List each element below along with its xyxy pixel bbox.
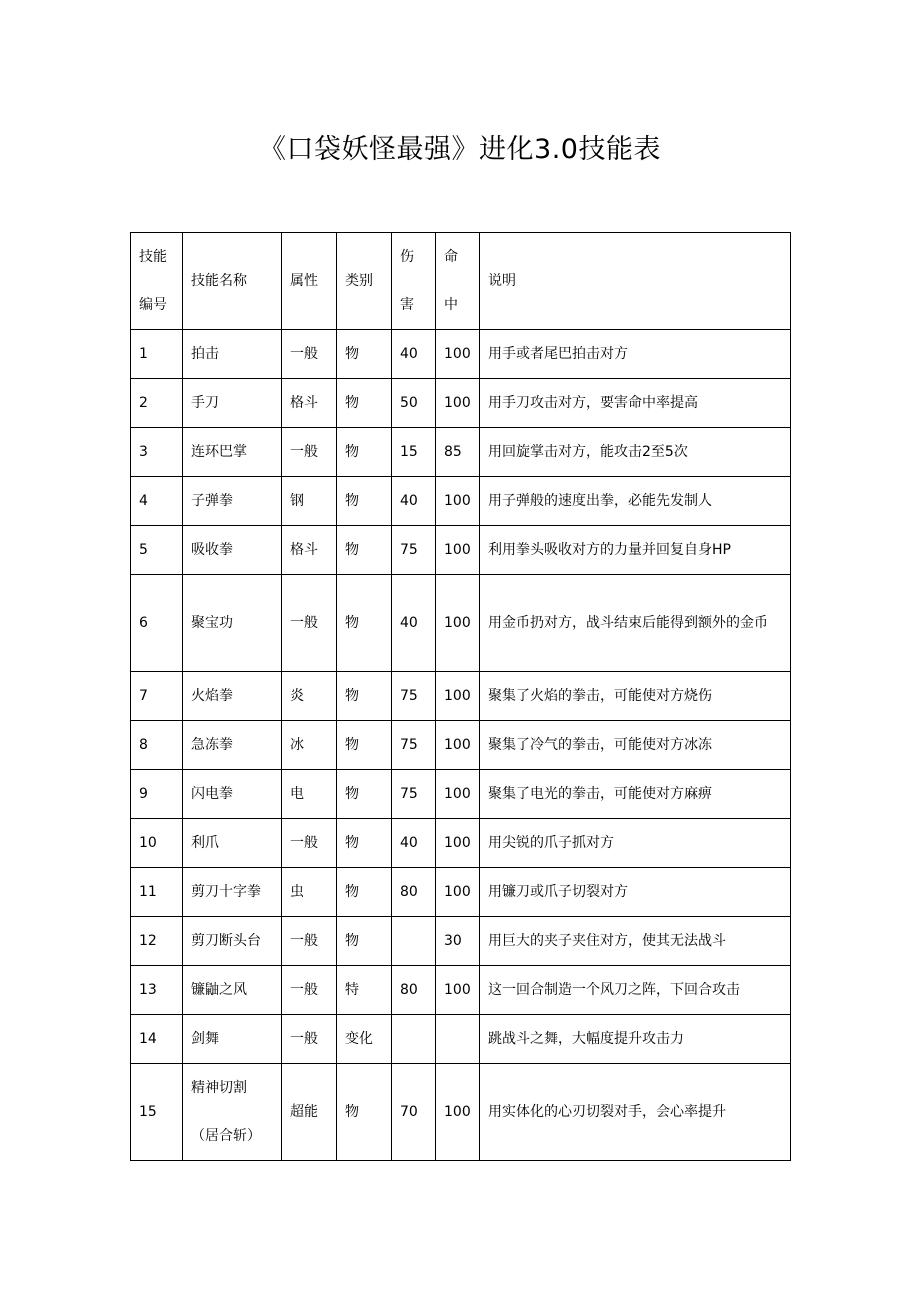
- cell-type: 一般: [282, 917, 337, 966]
- cell-id: 12: [131, 917, 183, 966]
- cell-accuracy: 100: [436, 575, 480, 672]
- cell-accuracy: 100: [436, 1064, 480, 1161]
- skill-table: [130, 232, 791, 1161]
- name-text: 精神切割（居合斩）: [191, 1080, 261, 1144]
- cell-accuracy: 85: [436, 428, 480, 477]
- cell-category: 物: [337, 428, 392, 477]
- table-row: [131, 428, 791, 477]
- cell-power: 75: [392, 721, 436, 770]
- cell-category: 物: [337, 721, 392, 770]
- cell-type: 一般: [282, 575, 337, 672]
- cell-id: 2: [131, 379, 183, 428]
- table-row: [131, 477, 791, 526]
- cell-category: 变化: [337, 1015, 392, 1064]
- table-row: [131, 868, 791, 917]
- header-power-line-1: 伤: [400, 249, 414, 265]
- cell-accuracy: 100: [436, 477, 480, 526]
- cell-id: 10: [131, 819, 183, 868]
- cell-accuracy: 100: [436, 330, 480, 379]
- header-type: 属性: [282, 233, 337, 330]
- cell-category: 物: [337, 819, 392, 868]
- cell-type: 一般: [282, 1015, 337, 1064]
- cell-accuracy: 100: [436, 526, 480, 575]
- cell-power: 80: [392, 966, 436, 1015]
- cell-type: 一般: [282, 966, 337, 1015]
- cell-power: 70: [392, 1064, 436, 1161]
- cell-accuracy: 100: [436, 770, 480, 819]
- header-accuracy-line-2: 中: [444, 297, 458, 313]
- cell-power: 40: [392, 330, 436, 379]
- cell-desc: 这一回合制造一个风刀之阵，下回合攻击: [480, 966, 791, 1015]
- table-row: [131, 379, 791, 428]
- cell-type: 格斗: [282, 379, 337, 428]
- cell-category: 物: [337, 917, 392, 966]
- cell-desc: 聚集了电光的拳击，可能使对方麻痹: [480, 770, 791, 819]
- page-title: 《口袋妖怪最强》进化3.0技能表: [259, 134, 661, 165]
- cell-name: 剪刀十字拳: [183, 868, 282, 917]
- cell-name: 拍击: [183, 330, 282, 379]
- cell-id: 9: [131, 770, 183, 819]
- cell-accuracy: 100: [436, 868, 480, 917]
- cell-desc: 用子弹般的速度出拳，必能先发制人: [480, 477, 791, 526]
- header-power: [392, 233, 436, 330]
- cell-accuracy: [436, 1015, 480, 1064]
- cell-name: 利爪: [183, 819, 282, 868]
- cell-name: 剪刀断头台: [183, 917, 282, 966]
- table-row: [131, 819, 791, 868]
- table-row: [131, 330, 791, 379]
- cell-name: [183, 575, 282, 672]
- cell-category: 物: [337, 575, 392, 672]
- cell-id: 7: [131, 672, 183, 721]
- cell-name: 剑舞: [183, 1015, 282, 1064]
- cell-name: 镰鼬之风: [183, 966, 282, 1015]
- cell-accuracy: 100: [436, 966, 480, 1015]
- cell-category: 物: [337, 477, 392, 526]
- cell-type: 一般: [282, 428, 337, 477]
- cell-desc: 用尖锐的爪子抓对方: [480, 819, 791, 868]
- cell-power: 40: [392, 477, 436, 526]
- table-row: [131, 1064, 791, 1161]
- cell-category: 物: [337, 672, 392, 721]
- header-accuracy: [436, 233, 480, 330]
- header-id-line-2: 编号: [139, 297, 167, 313]
- cell-id: 6: [131, 575, 183, 672]
- header-accuracy-line-1: 命: [444, 249, 458, 265]
- cell-category: 物: [337, 379, 392, 428]
- cell-power: 75: [392, 526, 436, 575]
- cell-category: 物: [337, 868, 392, 917]
- cell-desc: 跳战斗之舞，大幅度提升攻击力: [480, 1015, 791, 1064]
- cell-desc: 用回旋掌击对方，能攻击2至5次: [480, 428, 791, 477]
- header-id: [131, 233, 183, 330]
- table-row: [131, 575, 791, 672]
- header-desc: 说明: [480, 233, 791, 330]
- header-power-line-2: 害: [400, 297, 414, 313]
- cell-type: 格斗: [282, 526, 337, 575]
- cell-name: 连环巴掌: [183, 428, 282, 477]
- table-header-row: [131, 233, 791, 330]
- cell-power: 15: [392, 428, 436, 477]
- cell-power: [392, 1015, 436, 1064]
- cell-power: [392, 917, 436, 966]
- cell-type: 炎: [282, 672, 337, 721]
- cell-name: 吸收拳: [183, 526, 282, 575]
- cell-type: 虫: [282, 868, 337, 917]
- cell-category: 物: [337, 330, 392, 379]
- cell-name: 火焰拳: [183, 672, 282, 721]
- cell-accuracy: 100: [436, 672, 480, 721]
- desc-text: 用金币扔对方，战斗结束后能得到额外的金币: [488, 615, 768, 631]
- cell-desc: [480, 575, 791, 672]
- cell-type: 冰: [282, 721, 337, 770]
- cell-desc: 聚集了火焰的拳击，可能使对方烧伤: [480, 672, 791, 721]
- cell-desc: 用手刀攻击对方，要害命中率提高: [480, 379, 791, 428]
- cell-accuracy: 100: [436, 379, 480, 428]
- cell-category: 物: [337, 770, 392, 819]
- cell-power: 40: [392, 819, 436, 868]
- cell-name: [183, 1064, 282, 1161]
- table-row: [131, 917, 791, 966]
- cell-power: 80: [392, 868, 436, 917]
- cell-power: 50: [392, 379, 436, 428]
- header-id-line-1: 技能: [139, 249, 167, 265]
- cell-id: 3: [131, 428, 183, 477]
- cell-desc: 用巨大的夹子夹住对方，使其无法战斗: [480, 917, 791, 966]
- cell-name: 闪电拳: [183, 770, 282, 819]
- name-text: 聚宝功: [191, 615, 233, 631]
- table-row: [131, 966, 791, 1015]
- cell-accuracy: 30: [436, 917, 480, 966]
- cell-accuracy: 100: [436, 721, 480, 770]
- cell-desc: [480, 1064, 791, 1161]
- table-row: [131, 526, 791, 575]
- table-row: [131, 672, 791, 721]
- cell-id: 11: [131, 868, 183, 917]
- cell-name: 手刀: [183, 379, 282, 428]
- table-row: [131, 721, 791, 770]
- cell-id: 8: [131, 721, 183, 770]
- desc-text: 用实体化的心刃切裂对手，会心率提升: [488, 1104, 726, 1120]
- cell-type: 电: [282, 770, 337, 819]
- cell-id: 1: [131, 330, 183, 379]
- cell-id: 4: [131, 477, 183, 526]
- cell-type: 超能: [282, 1064, 337, 1161]
- cell-type: 一般: [282, 819, 337, 868]
- cell-power: 75: [392, 770, 436, 819]
- cell-id: 13: [131, 966, 183, 1015]
- table-row: [131, 770, 791, 819]
- table-row: [131, 1015, 791, 1064]
- cell-name: 急冻拳: [183, 721, 282, 770]
- cell-desc: 利用拳头吸收对方的力量并回复自身HP: [480, 526, 791, 575]
- cell-type: 钢: [282, 477, 337, 526]
- cell-category: 物: [337, 1064, 392, 1161]
- cell-type: 一般: [282, 330, 337, 379]
- cell-category: 物: [337, 526, 392, 575]
- cell-id: 5: [131, 526, 183, 575]
- header-name: 技能名称: [183, 233, 282, 330]
- cell-power: 75: [392, 672, 436, 721]
- cell-category: 特: [337, 966, 392, 1015]
- cell-id: 15: [131, 1064, 183, 1161]
- cell-id: 14: [131, 1015, 183, 1064]
- cell-desc: 聚集了冷气的拳击，可能使对方冰冻: [480, 721, 791, 770]
- cell-name: 子弹拳: [183, 477, 282, 526]
- cell-power: 40: [392, 575, 436, 672]
- header-category: 类别: [337, 233, 392, 330]
- cell-accuracy: 100: [436, 819, 480, 868]
- cell-desc: 用手或者尾巴拍击对方: [480, 330, 791, 379]
- cell-desc: 用镰刀或爪子切裂对方: [480, 868, 791, 917]
